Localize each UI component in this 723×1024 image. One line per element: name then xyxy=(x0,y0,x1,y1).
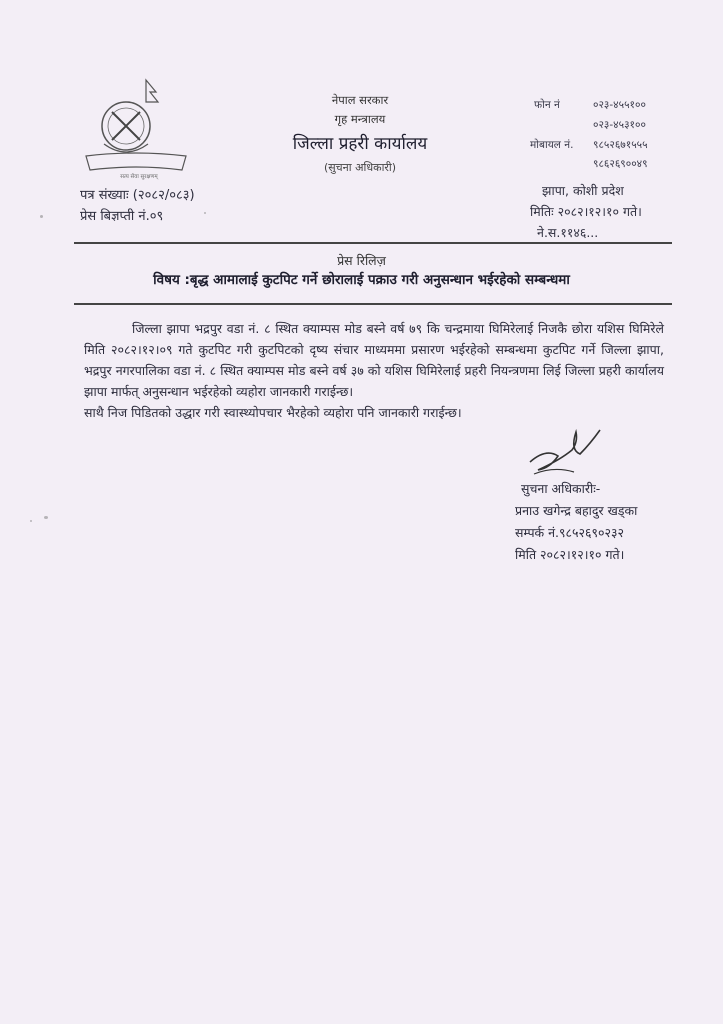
mobile-2: ९८६२६९००४९ xyxy=(593,158,648,170)
mobile-label: मोबायल नं. xyxy=(530,139,574,151)
mobile-1: ९८५२६७१५५५ xyxy=(593,139,648,151)
handwritten-signature xyxy=(524,420,604,480)
government-name: नेपाल सरकार xyxy=(331,93,389,107)
scan-speck xyxy=(44,516,48,519)
letterhead xyxy=(260,93,460,175)
subject-divider xyxy=(74,303,672,305)
nepal-police-emblem-icon xyxy=(82,78,190,180)
signatory-block xyxy=(515,478,637,566)
issue-date: मितिः २०८२।१२।१० गते। xyxy=(530,204,642,219)
press-release-title: प्रेस रिलिज़ xyxy=(337,253,386,268)
press-release-number: प्रेस बिज्ञप्ती नं.०९ xyxy=(80,209,164,224)
body-paragraph-1: जिल्ला झापा भद्रपुर वडा नं. ८ स्थित क्याम्पस मोड बस्ने वर्ष ७९ कि चन्द्रमाया घिमिरेलाई निजकै छोरा यशिस घिमिरेले मिति २०८२।१२।०९ गते कुटपिट गरी कुटपिटको दृष्य संचार माध्यममा प्रसारण भईरहेको सम्बन्धमा कुटपिट गर्ने जिल्ला झापा, भद्रपुर नगरपालिका वडा नं. ८ स्थित क्याम्पस मोड बस्ने वर्ष ३७ को यशिस घिमिरेलाई प्रहरी नियन्त्रणमा लिई जिल्ला प्रहरी कार्यालय झापा मार्फत् अनुसन्धान भईरहेको व्यहोरा जानकारी गराईन्छ। xyxy=(84,321,664,399)
header-divider xyxy=(74,242,672,244)
nepal-sambat-date: ने.स.११४६... xyxy=(537,225,599,240)
phone-2: ०२३-४५३१०० xyxy=(593,119,646,131)
press-release-body xyxy=(84,318,664,423)
ministry-name: गृह मन्त्रालय xyxy=(334,112,386,126)
signatory-role: सुचना अधिकारीः- xyxy=(521,481,601,496)
press-release-subject: विषय :बृद्ध आमालाई कुटपिट गर्ने छोरालाई पक्राउ गरी अनुसन्धान भईरहेको सम्बन्धमा xyxy=(153,272,570,288)
office-name: जिल्ला प्रहरी कार्यालय xyxy=(292,134,428,154)
emblem-motto: सत्य सेवा सुरक्षणम् xyxy=(120,174,158,180)
phone-label: फोन नं xyxy=(534,99,560,111)
office-location: झापा, कोशी प्रदेश xyxy=(542,183,624,198)
scan-speck xyxy=(40,215,43,218)
scan-speck xyxy=(30,520,32,522)
office-sub: (सुचना अधिकारी) xyxy=(323,161,397,174)
body-paragraph-2: साथै निज पिडितको उद्धार गरी स्वास्थ्योपचार भैरहेको व्यहोरा पनि जानकारी गराईन्छ। xyxy=(84,405,462,420)
scan-speck xyxy=(204,212,206,214)
letter-number: पत्र संख्याः (२०८२/०८३) xyxy=(80,188,195,203)
signatory-name: प्रनाउ खगेन्द्र बहादुर खड्का xyxy=(515,503,638,518)
signatory-date: मिति २०८२।१२।१० गते। xyxy=(515,547,625,562)
phone-1: ०२३-४५५१०० xyxy=(593,99,646,111)
signatory-contact: सम्पर्क नं.९८५२६९०२३२ xyxy=(515,525,625,540)
